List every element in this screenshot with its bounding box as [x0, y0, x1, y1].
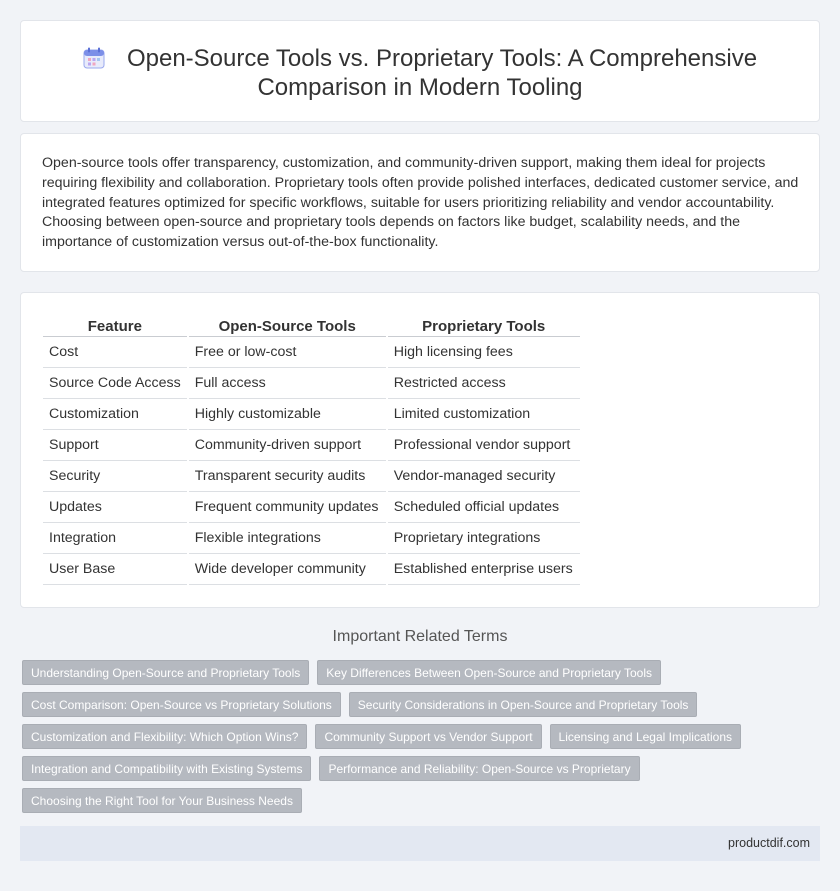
table-row	[43, 554, 580, 585]
table-row	[43, 523, 580, 554]
cell-feature: Support	[43, 430, 187, 461]
related-terms-row	[22, 692, 822, 717]
related-terms-row	[22, 660, 822, 685]
cell-proprietary: Vendor-managed security	[388, 461, 580, 492]
cell-feature: Customization	[43, 399, 187, 430]
cell-feature: User Base	[43, 554, 187, 585]
comparison-card	[20, 292, 820, 608]
calendar-icon	[83, 47, 105, 69]
header-open-source: Open-Source Tools	[189, 315, 386, 337]
cell-open-source: Full access	[189, 368, 386, 399]
related-term-tag[interactable]: Choosing the Right Tool for Your Business Needs	[22, 788, 302, 813]
cell-proprietary: Professional vendor support	[388, 430, 580, 461]
comparison-table	[43, 315, 580, 585]
page-title	[21, 44, 819, 102]
cell-proprietary: Established enterprise users	[388, 554, 580, 585]
related-terms-row	[22, 724, 822, 749]
cell-proprietary: High licensing fees	[388, 337, 580, 368]
cell-proprietary: Scheduled official updates	[388, 492, 580, 523]
cell-open-source: Transparent security audits	[189, 461, 386, 492]
cell-feature: Integration	[43, 523, 187, 554]
cell-feature: Source Code Access	[43, 368, 187, 399]
related-terms-list	[22, 660, 822, 820]
cell-feature: Cost	[43, 337, 187, 368]
table-header-row	[43, 315, 580, 337]
header-feature: Feature	[43, 315, 187, 337]
table-row	[43, 430, 580, 461]
related-term-tag[interactable]: Customization and Flexibility: Which Option Wins?	[22, 724, 307, 749]
cell-open-source: Flexible integrations	[189, 523, 386, 554]
related-term-tag[interactable]: Licensing and Legal Implications	[550, 724, 741, 749]
table-row	[43, 492, 580, 523]
title-card	[20, 20, 820, 122]
cell-open-source: Frequent community updates	[189, 492, 386, 523]
cell-feature: Updates	[43, 492, 187, 523]
related-term-tag[interactable]: Performance and Reliability: Open-Source vs Proprietary	[319, 756, 639, 781]
title-line-2: Comparison in Modern Tooling	[257, 74, 583, 101]
table-row	[43, 337, 580, 368]
related-term-tag[interactable]: Key Differences Between Open-Source and Proprietary Tools	[317, 660, 661, 685]
cell-feature: Security	[43, 461, 187, 492]
cell-proprietary: Restricted access	[388, 368, 580, 399]
related-terms-heading: Important Related Terms	[332, 628, 508, 645]
related-term-tag[interactable]: Cost Comparison: Open-Source vs Proprietary Solutions	[22, 692, 341, 717]
table-row	[43, 461, 580, 492]
table-row	[43, 399, 580, 430]
related-terms-row	[22, 756, 822, 781]
header-proprietary: Proprietary Tools	[388, 315, 580, 337]
related-term-tag[interactable]: Understanding Open-Source and Proprietary Tools	[22, 660, 309, 685]
related-terms-row	[22, 788, 822, 813]
cell-proprietary: Proprietary integrations	[388, 523, 580, 554]
table-row	[43, 368, 580, 399]
summary-card	[20, 133, 820, 272]
footer-site[interactable]: productdif.com	[728, 836, 810, 850]
related-term-tag[interactable]: Community Support vs Vendor Support	[315, 724, 541, 749]
title-line-1: Open-Source Tools vs. Proprietary Tools: A Comprehensive	[126, 45, 758, 72]
cell-proprietary: Limited customization	[388, 399, 580, 430]
related-term-tag[interactable]: Security Considerations in Open-Source and Proprietary Tools	[349, 692, 698, 717]
summary-text: Open-source tools offer transparency, customization, and community-driven support, making them ideal for projects requiring flexibility and collaboration. Proprietary tools often provide polished interfaces, dedicated customer service, and integrated features optimized for specific workflows, suitable for users prioritizing reliability and vendor accountability. Choosing between open-source and proprietary tools depends on factors like budget, scalability needs, and the importance of customization versus out-of-the-box functionality.	[42, 155, 799, 251]
cell-open-source: Free or low-cost	[189, 337, 386, 368]
cell-open-source: Community-driven support	[189, 430, 386, 461]
footer	[20, 826, 820, 861]
cell-open-source: Wide developer community	[189, 554, 386, 585]
related-term-tag[interactable]: Integration and Compatibility with Existing Systems	[22, 756, 311, 781]
cell-open-source: Highly customizable	[189, 399, 386, 430]
